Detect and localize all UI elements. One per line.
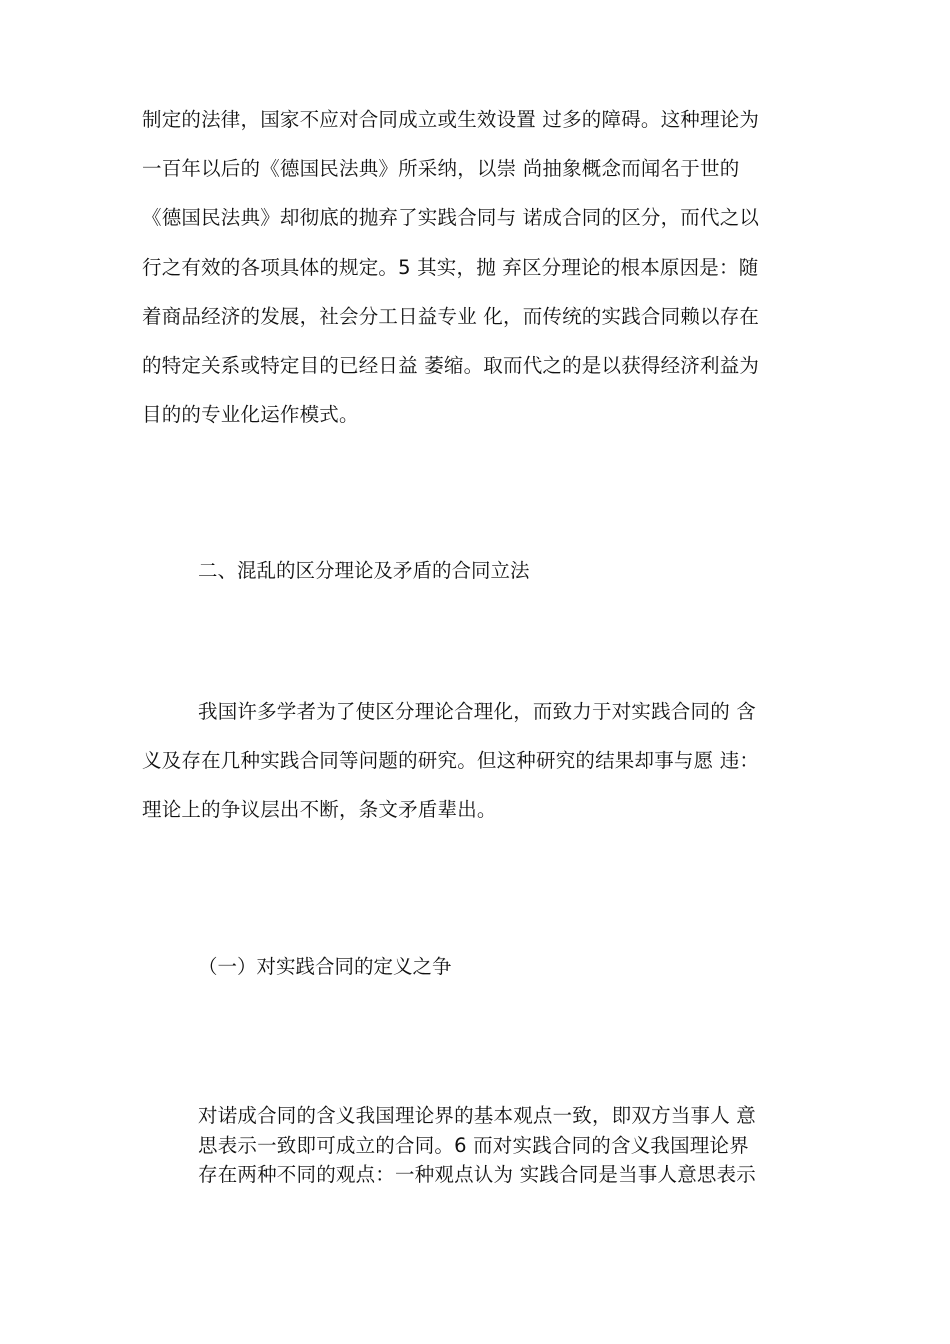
paragraph-line: 理论上的争议层出不断，条文矛盾辈出。 [142,798,497,821]
paragraph-line: 的特定关系或特定目的已经日益 萎缩。取而代之的是以获得经济利益为 [142,354,760,377]
paragraph-line: 我国许多学者为了使区分理论合理化，而致力于对实践合同的 含 [198,700,756,723]
paragraph-line: 思表示一致即可成立的合同。6 而对实践合同的含义我国理论界 [198,1134,749,1157]
section-heading: 二、混乱的区分理论及矛盾的合同立法 [198,559,530,582]
paragraph-line: 对诺成合同的含义我国理论界的基本观点一致，即双方当事人 意 [198,1104,756,1127]
paragraph-line: 目的的专业化运作模式。 [142,403,359,426]
paragraph-line: 《德国民法典》却彻底的抛弃了实践合同与 诺成合同的区分，而代之以 [142,206,760,229]
paragraph-line: 制定的法律，国家不应对合同成立或生效设置 过多的障碍。这种理论为 [142,108,760,131]
paragraph-line: 行之有效的各项具体的规定。5 其实，抛 弃区分理论的根本原因是：随 [142,256,759,279]
subsection-heading: （一）对实践合同的定义之争 [198,955,452,978]
paragraph-line: 存在两种不同的观点：一种观点认为 实践合同是当事人意思表示 [198,1163,756,1186]
paragraph-line: 着商品经济的发展，社会分工日益专业 化，而传统的实践合同赖以存在 [142,305,760,328]
paragraph-line: 一百年以后的《德国民法典》所采纳，以崇 尚抽象概念而闻名于世的 [142,157,740,180]
paragraph-line: 义及存在几种实践合同等问题的研究。但这种研究的结果却事与愿 违： [142,749,760,772]
